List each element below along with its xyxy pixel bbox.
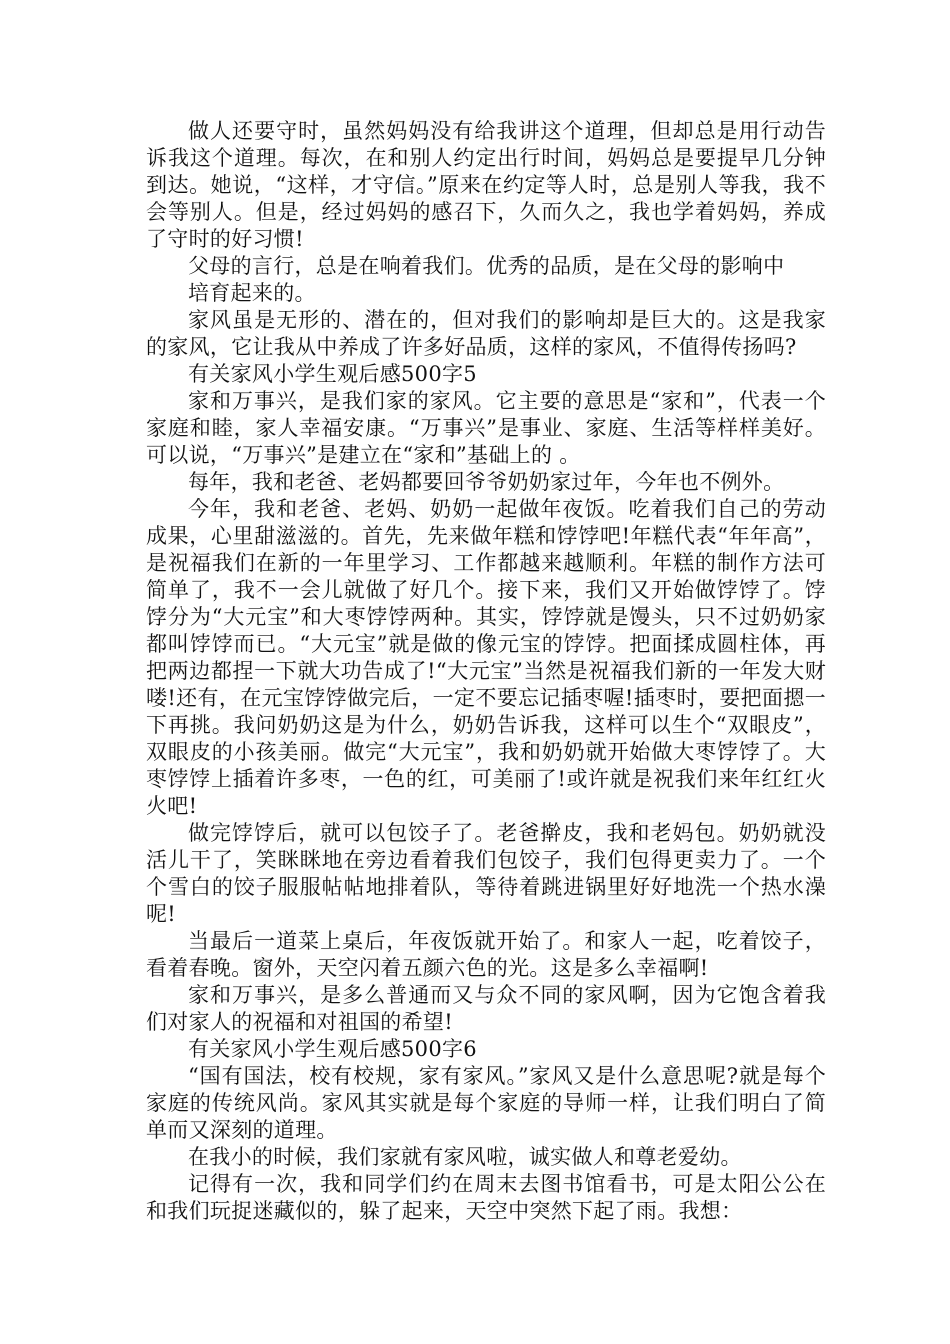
paragraph: 每年，我和老爸、老妈都要回爷爷奶奶家过年，今年也不例外。 — [188, 470, 785, 494]
paragraph: 家和万事兴，是我们家的家风。它主要的意思是“家和”，代表一个家庭和睦，家人幸福安康。“万事兴”是事业、家庭、生活等样样美好。可以说，“万事兴”是建立在“家和”基础上的 。 — [146, 389, 826, 467]
section-heading: 有关家风小学生观后感500字6 — [188, 1037, 477, 1061]
paragraph: 家风虽是无形的、潜在的，但对我们的影响却是巨大的。这是我家的家风，它让我从中养成了许多好品质，这样的家风，不值得传扬吗? — [146, 308, 826, 359]
paragraph: 做完饽饽后，就可以包饺子了。老爸擀皮，我和老妈包。奶奶就没活儿干了，笑眯眯地在旁边看着我们包饺子，我们包得更卖力了。一个个雪白的饺子服服帖帖地排着队，等待着跳进锅里好好地洗一个热水澡呢! — [146, 821, 826, 926]
document-body — [146, 118, 826, 1225]
paragraph: 家和万事兴，是多么普通而又与众不同的家风啊，因为它饱含着我们对家人的祝福和对祖国的希望! — [146, 983, 826, 1034]
paragraph: 在我小的时候，我们家就有家风啦，诚实做人和尊老爱幼。 — [188, 1145, 742, 1169]
paragraph: 父母的言行，总是在响着我们。优秀的品质，是在父母的影响中 — [188, 254, 785, 278]
paragraph: “国有国法，校有校规，家有家风。”家风又是什么意思呢?就是每个家庭的传统风尚。家风其实就是每个家庭的导师一样，让我们明白了简单而又深刻的道理。 — [146, 1064, 826, 1142]
paragraph: 培育起来的。 — [188, 281, 316, 305]
paragraph: 记得有一次，我和同学们约在周末去图书馆看书，可是太阳公公在和我们玩捉迷藏似的，躲了起来，天空中突然下起了雨。我想： — [146, 1172, 826, 1223]
paragraph: 做人还要守时，虽然妈妈没有给我讲这个道理，但却总是用行动告诉我这个道理。每次，在和别人约定出行时间，妈妈总是要提早几分钟到达。她说，“这样，才守信。”原来在约定等人时，总是别人等我，我不会等别人。但是，经过妈妈的感召下，久而久之，我也学着妈妈，养成了守时的好习惯! — [146, 119, 826, 251]
paragraph: 当最后一道菜上桌后，年夜饭就开始了。和家人一起，吃着饺子，看着春晚。窗外，天空闪着五颜六色的光。这是多么幸福啊! — [146, 929, 826, 980]
section-heading: 有关家风小学生观后感500字5 — [188, 362, 477, 386]
paragraph: 今年，我和老爸、老妈、奶奶一起做年夜饭。吃着我们自己的劳动成果，心里甜滋滋的。首先，先来做年糕和饽饽吧!年糕代表“年年高”，是祝福我们在新的一年里学习、工作都越来越顺利。年糕的制作方法可简单了，我不一会儿就做了好几个。接下来，我们又开始做饽饽了。饽饽分为“大元宝”和大枣饽饽两种。其实，饽饽就是馒头，只不过奶奶家都叫饽饽而已。“大元宝”就是做的像元宝的饽饽。把面揉成圆柱体，再把两边都捏一下就大功告成了!“大元宝”当然是祝福我们新的一年发大财喽!还有，在元宝饽饽做完后，一定不要忘记插枣喔!插枣时，要把面摁一下再挑。我问奶奶这是为什么，奶奶告诉我，这样可以生个“双眼皮”，双眼皮的小孩美丽。做完“大元宝”，我和奶奶就开始做大枣饽饽了。大枣饽饽上插着许多枣，一色的红，可美丽了!或许就是祝我们来年红红火火吧! — [146, 497, 826, 818]
